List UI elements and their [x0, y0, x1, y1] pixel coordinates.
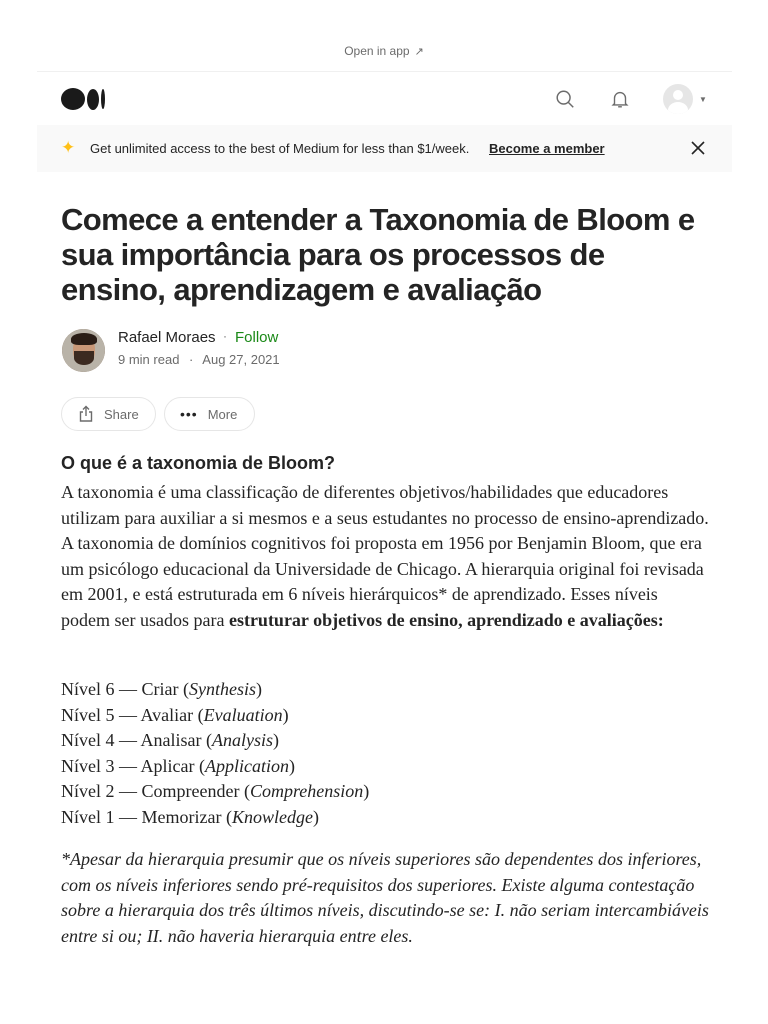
top-divider	[37, 71, 732, 72]
intro-paragraph-text: A taxonomia é uma classificação de diferentes objetivos/habilidades que educadores utilizam para auxiliar a si mesmos e a seus estudantes no processo de ensino-aprendizado. A taxonomia de domínios cognitivos foi proposta em 1956 por Benjamin Bloom, que era um psicólogo educacional da Universidade de Chicago. A hierarquia original foi revisada em 2001, e está estruturada em 6 níveis hierárquicos* de aprendizado. Esses níveis podem ser usados para	[61, 482, 709, 630]
chevron-down-icon: ▼	[699, 94, 707, 104]
sparkle-icon: ✦	[61, 138, 76, 157]
more-dots-icon: •••	[180, 406, 198, 422]
footnote-paragraph: *Apesar da hierarquia presumir que os níveis superiores são dependentes dos inferiores, com os níveis inferiores sendo pré-requisitos dos superiores. Existe alguma contestação sobre a hierarquia dos três últimos níveis, discutindo-se se: I. não seriam intercambiáveis entre si ou; II. não haveria hierarquia entre eles.	[61, 849, 709, 946]
level-item: Nível 3 — Aplicar (Application)	[61, 755, 295, 776]
author-name[interactable]: Rafael Moraes	[118, 329, 216, 346]
banner-message: Get unlimited access to the best of Medium for less than $1/week.	[90, 141, 470, 156]
publish-date: Aug 27, 2021	[202, 352, 280, 367]
more-button[interactable]	[164, 397, 255, 431]
medium-logo[interactable]	[61, 88, 105, 110]
top-nav	[37, 80, 732, 118]
level-item: Nível 5 — Avaliar (Evaluation)	[61, 704, 289, 725]
search-icon[interactable]	[554, 88, 576, 110]
meta-separator: ·	[189, 352, 194, 367]
intro-paragraph-bold: estruturar objetivos de ensino, aprendizado e avaliações:	[228, 609, 664, 630]
share-icon	[77, 405, 95, 423]
close-icon[interactable]	[689, 139, 707, 157]
level-item: Nível 4 — Analisar (Analysis)	[61, 730, 279, 750]
open-in-app-link[interactable]	[0, 44, 768, 58]
external-arrow-icon: ↗	[414, 46, 424, 58]
intro-paragraph	[61, 480, 711, 633]
share-label: Share	[104, 406, 139, 422]
user-avatar	[663, 84, 693, 114]
bell-icon[interactable]	[609, 88, 631, 110]
author-avatar[interactable]	[62, 329, 105, 372]
share-button[interactable]	[61, 397, 156, 431]
become-member-link[interactable]: Become a member	[489, 141, 605, 156]
follow-button[interactable]: Follow	[235, 329, 279, 346]
section-heading: O que é a taxonomia de Bloom?	[61, 453, 336, 473]
more-label: More	[207, 406, 238, 422]
read-time: 9 min read	[118, 352, 180, 367]
separator-dot: ·	[223, 329, 227, 343]
open-in-app-label: Open in app	[344, 44, 410, 58]
levels-list	[61, 677, 711, 830]
level-item: Nível 2 — Compreender (Comprehension)	[61, 781, 370, 801]
user-avatar-menu[interactable]	[663, 84, 711, 114]
article-title: Comece a entender a Taxonomia de Bloom e sua importância para os processos de ensino, aprendizagem e avaliação	[61, 202, 695, 307]
membership-banner	[37, 125, 732, 172]
level-item: Nível 6 — Criar (Synthesis)	[61, 679, 262, 699]
article-meta	[118, 352, 280, 367]
level-item: Nível 1 — Memorizar (Knowledge)	[61, 806, 319, 827]
